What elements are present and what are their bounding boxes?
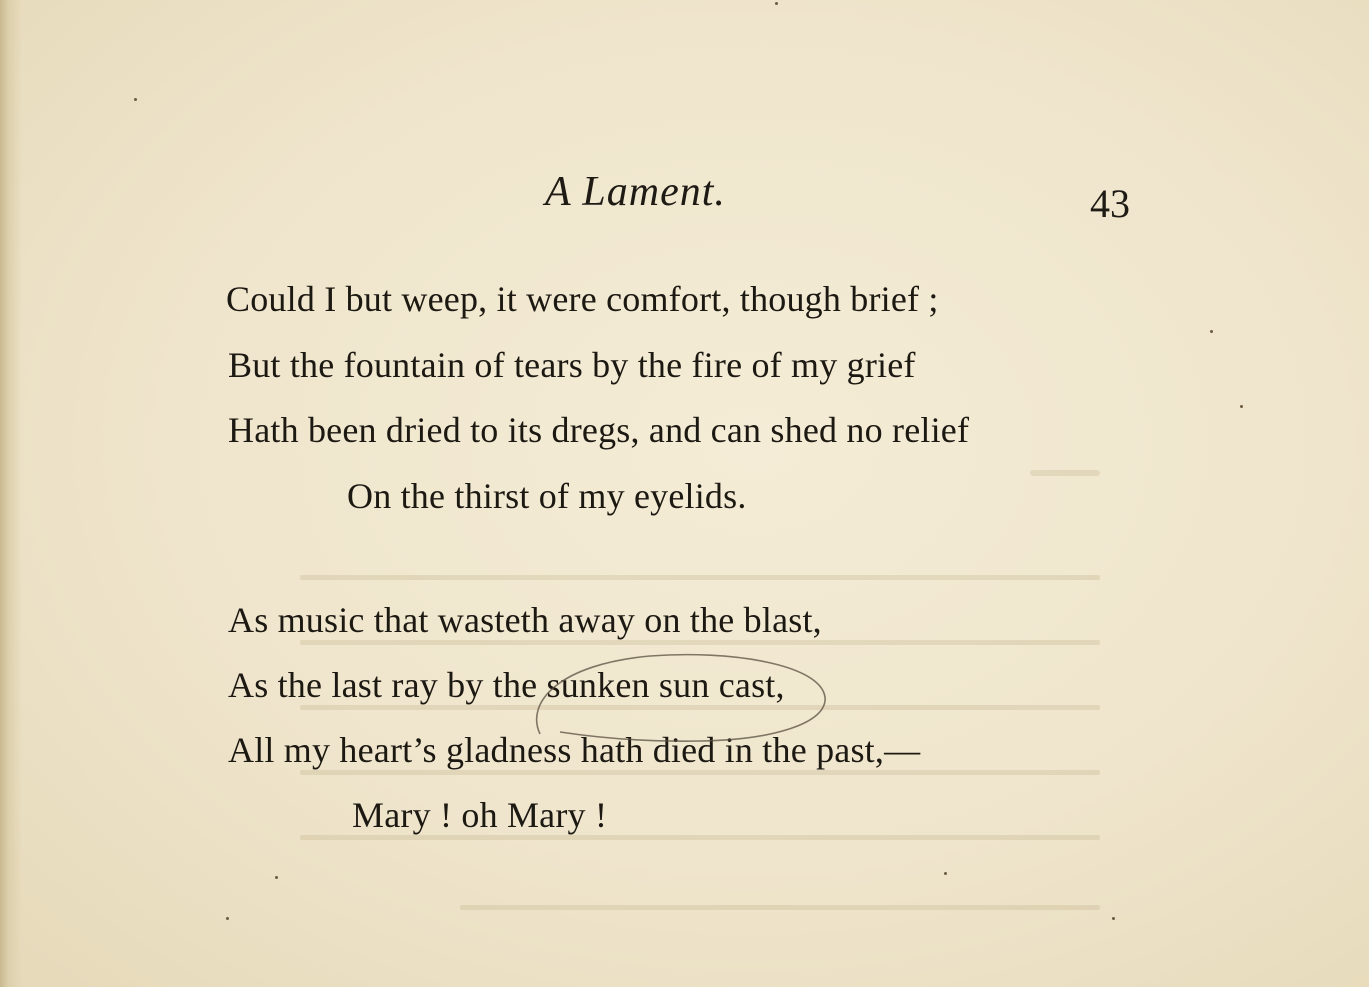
page-number: 43 <box>1090 181 1130 226</box>
paper-speck <box>775 2 778 5</box>
paper-speck <box>134 98 137 101</box>
running-head: A Lament. <box>545 169 726 215</box>
paper-speck <box>944 872 947 875</box>
stanza-1-line-4: On the thirst of my eyelids. <box>347 476 747 516</box>
paper-speck <box>226 917 229 920</box>
stanza-1-line-2: But the fountain of tears by the fire of my grief <box>228 345 916 385</box>
paper-speck <box>1210 330 1213 333</box>
stanza-2-line-1: As music that wasteth away on the blast, <box>228 600 822 640</box>
stanza-1-line-1: Could I but weep, it were comfort, though brief ; <box>226 279 939 319</box>
stanza-2-line-3: All my heart’s gladness hath died in the past,— <box>228 730 921 770</box>
stanza-1-line-3: Hath been dried to its dregs, and can shed no relief <box>228 410 970 450</box>
pencil-circle-annotation <box>520 642 840 752</box>
paper-speck <box>275 876 278 879</box>
page-gutter <box>0 0 22 987</box>
paper-speck <box>1112 917 1115 920</box>
stanza-2-line-2: As the last ray by the sunken sun cast, <box>228 665 785 705</box>
paper-speck <box>1240 405 1243 408</box>
stanza-2-line-4: Mary ! oh Mary ! <box>352 795 608 835</box>
